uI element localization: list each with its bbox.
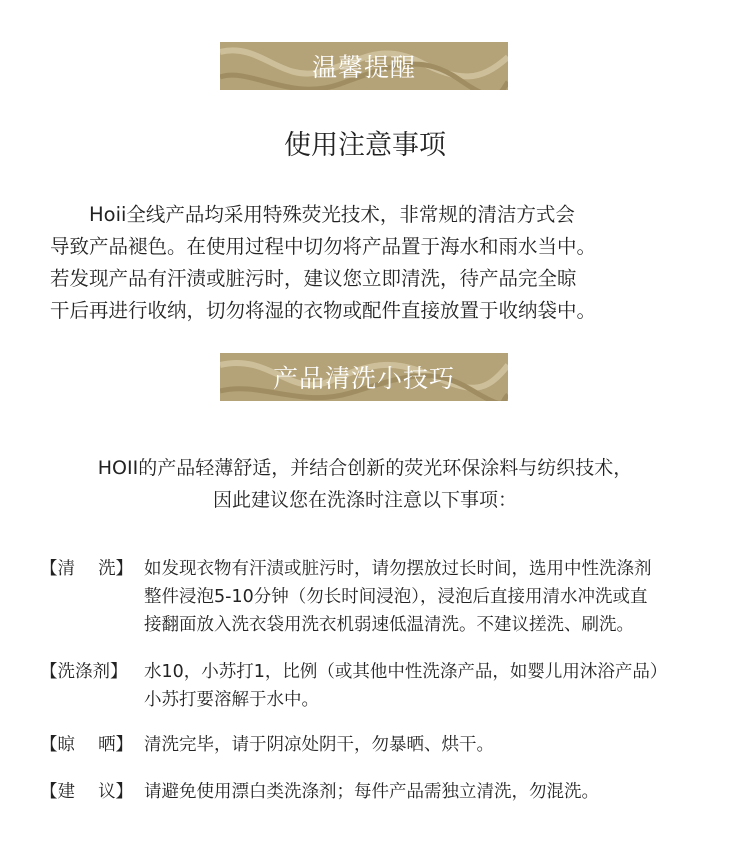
intro-line: 因此建议您在洗涤时注意以下事项： — [212, 489, 517, 511]
tip-drying — [40, 731, 494, 759]
tip-label: 【清 洗】 — [40, 559, 134, 579]
tip-line: 小苏打要溶解于水中。 — [144, 690, 319, 710]
tip-label: 【洗涤剂】 — [40, 662, 128, 682]
tip-line: 接翻面放入洗衣袋用洗衣机弱速低温清洗。不建议搓洗、刷洗。 — [144, 615, 634, 635]
notice-paragraph — [50, 199, 690, 327]
paragraph-line: 若发现产品有汗渍或脏污时，建议您立即清洗，待产品完全晾 — [50, 267, 577, 290]
tip-line: 请避免使用漂白类洗涤剂；每件产品需独立清洗，勿混洗。 — [144, 782, 599, 802]
page-title: 使用注意事项 — [284, 130, 446, 161]
intro-text — [0, 452, 730, 516]
banner-title: 温馨提醒 — [311, 53, 416, 82]
tip-line: 水10，小苏打1，比例（或其他中性洗涤产品，如婴儿用沐浴产品） — [144, 662, 668, 682]
banner-cleaning-tips — [220, 353, 508, 401]
banner-warm-reminder — [220, 42, 508, 90]
tip-line: 整件浸泡5-10分钟（勿长时间浸泡），浸泡后直接用清水冲洗或直 — [144, 587, 648, 607]
tip-line: 清洗完毕，请于阴凉处阴干，勿暴晒、烘干。 — [144, 735, 494, 755]
tip-line: 如发现衣物有汗渍或脏污时，请勿摆放过长时间，选用中性洗涤剂 — [144, 559, 652, 579]
tip-detergent — [40, 658, 667, 714]
intro-line: HOII的产品轻薄舒适，并结合创新的荧光环保涂料与纺织技术， — [97, 457, 633, 479]
tip-label: 【建 议】 — [40, 782, 134, 802]
paragraph-line: 干后再进行收纳，切勿将湿的衣物或配件直接放置于收纳袋中。 — [50, 299, 597, 322]
paragraph-line: 导致产品褪色。在使用过程中切勿将产品置于海水和雨水当中。 — [50, 235, 597, 258]
tip-washing — [40, 555, 652, 639]
tip-label: 【晾 晒】 — [40, 735, 134, 755]
paragraph-line: Hoii全线产品均采用特殊荧光技术，非常规的清洁方式会 — [50, 203, 575, 226]
banner-title: 产品清洗小技巧 — [272, 364, 455, 393]
tip-advice — [40, 778, 599, 806]
